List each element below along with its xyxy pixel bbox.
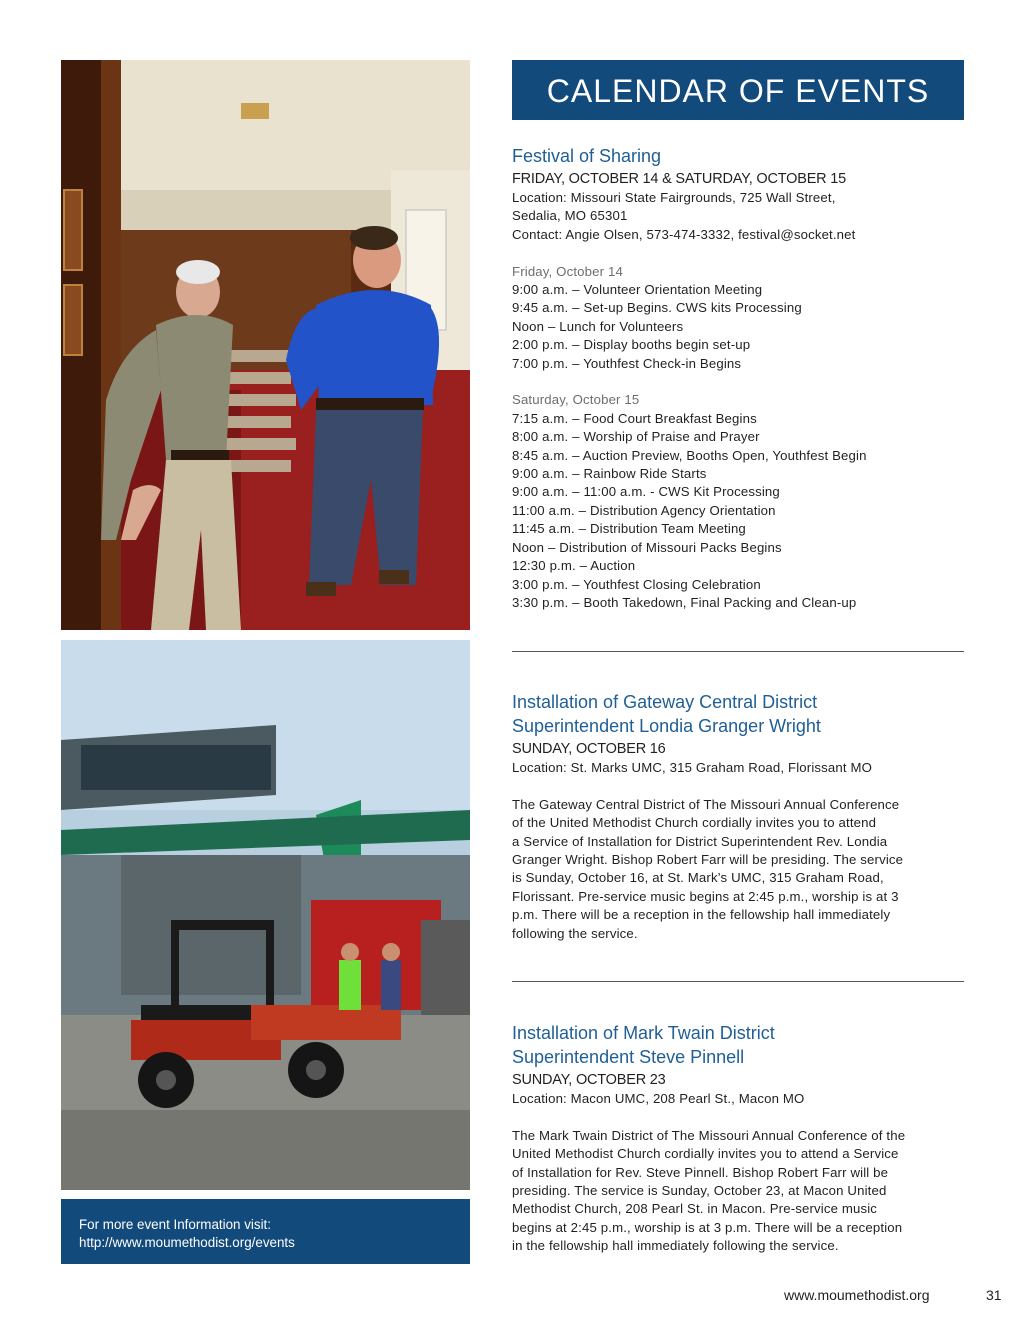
body-line: of Installation for Rev. Steve Pinnell. Bishop Robert Farr will be — [512, 1164, 889, 1180]
schedule-item: 9:00 a.m. – Volunteer Orientation Meeting — [512, 282, 763, 298]
event-detail: Contact: Angie Olsen, 573-474-3332, festival@socket.net — [512, 226, 856, 242]
body-line: presiding. The service is Sunday, October 23, at Macon United — [512, 1183, 887, 1199]
body-line: United Methodist Church cordially invites you to attend a Service — [512, 1146, 899, 1162]
schedule-item: 9:00 a.m. – 11:00 a.m. - CWS Kit Processing — [512, 484, 780, 500]
body-line: Methodist Church, 208 Pearl St. in Macon. Pre-service music — [512, 1201, 878, 1217]
schedule-day: Saturday, October 15 — [512, 392, 640, 408]
schedule-day: Friday, October 14 — [512, 263, 623, 279]
body-line: of the United Methodist Church cordially invites you to attend — [512, 815, 877, 831]
event-date: FRIDAY, OCTOBER 14 & SATURDAY, OCTOBER 15 — [512, 171, 846, 187]
photo-utility-vehicle-church — [61, 640, 470, 1190]
photo-two-men-in-hall — [61, 60, 470, 630]
schedule-item: 7:00 p.m. – Youthfest Check-in Begins — [512, 355, 742, 371]
body-line: The Mark Twain District of The Missouri Annual Conference of the — [512, 1127, 906, 1143]
page-number: 31 — [986, 1287, 1002, 1303]
body-line: The Gateway Central District of The Missouri Annual Conference — [512, 796, 900, 812]
schedule-item: 8:45 a.m. – Auction Preview, Booths Open, Youthfest Begin — [512, 447, 867, 463]
schedule-item: 11:00 a.m. – Distribution Agency Orientation — [512, 502, 776, 518]
event-date: SUNDAY, OCTOBER 23 — [512, 1072, 666, 1088]
event-festival-of-sharing — [512, 144, 964, 612]
body-line: a Service of Installation for District Superintendent Rev. Londia — [512, 833, 888, 849]
body-line: following the service. — [512, 925, 638, 941]
body-line: is Sunday, October 16, at St. Mark’s UMC, 315 Graham Road, — [512, 870, 884, 886]
schedule-item: 12:30 p.m. – Auction — [512, 558, 636, 574]
info-link[interactable]: http://www.moumethodist.org/events — [79, 1235, 295, 1250]
event-date: SUNDAY, OCTOBER 16 — [512, 741, 666, 757]
footer-url[interactable]: www.moumethodist.org — [784, 1287, 930, 1303]
page-title: CALENDAR OF EVENTS — [512, 60, 964, 120]
info-line: For more event Information visit: — [79, 1217, 272, 1232]
event-title: Installation of Mark Twain District — [512, 1023, 775, 1043]
schedule-item: 9:45 a.m. – Set-up Begins. CWS kits Processing — [512, 300, 802, 316]
body-line: Florissant. Pre-service music begins at 2:45 p.m., worship is at 3 — [512, 888, 899, 904]
schedule-item: Noon – Distribution of Missouri Packs Begins — [512, 539, 782, 555]
divider — [512, 651, 964, 652]
body-line: p.m. There will be a reception in the fellowship hall immediately — [512, 907, 891, 923]
event-title: Festival of Sharing — [512, 146, 662, 166]
schedule-item: 11:45 a.m. – Distribution Team Meeting — [512, 521, 746, 537]
event-title: Installation of Gateway Central District — [512, 692, 818, 712]
event-detail: Location: Macon UMC, 208 Pearl St., Macon MO — [512, 1091, 805, 1106]
event-detail: Location: Missouri State Fairgrounds, 725 Wall Street, — [512, 190, 836, 205]
event-mark-twain-installation — [512, 1021, 964, 1256]
schedule-item: 3:30 p.m. – Booth Takedown, Final Packing and Clean-up — [512, 594, 857, 610]
divider — [512, 981, 964, 982]
event-title: Superintendent Londia Granger Wright — [512, 716, 821, 736]
event-gateway-installation — [512, 690, 964, 943]
schedule-item: 8:00 a.m. – Worship of Praise and Prayer — [512, 429, 760, 445]
schedule-item: 9:00 a.m. – Rainbow Ride Starts — [512, 466, 707, 482]
event-detail: Location: St. Marks UMC, 315 Graham Road, Florissant MO — [512, 760, 873, 775]
body-line: in the fellowship hall immediately following the service. — [512, 1238, 839, 1254]
event-detail: Sedalia, MO 65301 — [512, 208, 628, 224]
schedule-item: 3:00 p.m. – Youthfest Closing Celebration — [512, 576, 761, 592]
schedule-item: 7:15 a.m. – Food Court Breakfast Begins — [512, 410, 757, 426]
event-title: Superintendent Steve Pinnell — [512, 1047, 745, 1067]
schedule-item: Noon – Lunch for Volunteers — [512, 318, 684, 334]
body-line: Granger Wright. Bishop Robert Farr will be presiding. The service — [512, 852, 904, 868]
body-line: begins at 2:45 p.m., worship is at 3 p.m. There will be a reception — [512, 1219, 903, 1235]
more-info-box — [61, 1199, 470, 1264]
schedule-item: 2:00 p.m. – Display booths begin set-up — [512, 337, 751, 353]
